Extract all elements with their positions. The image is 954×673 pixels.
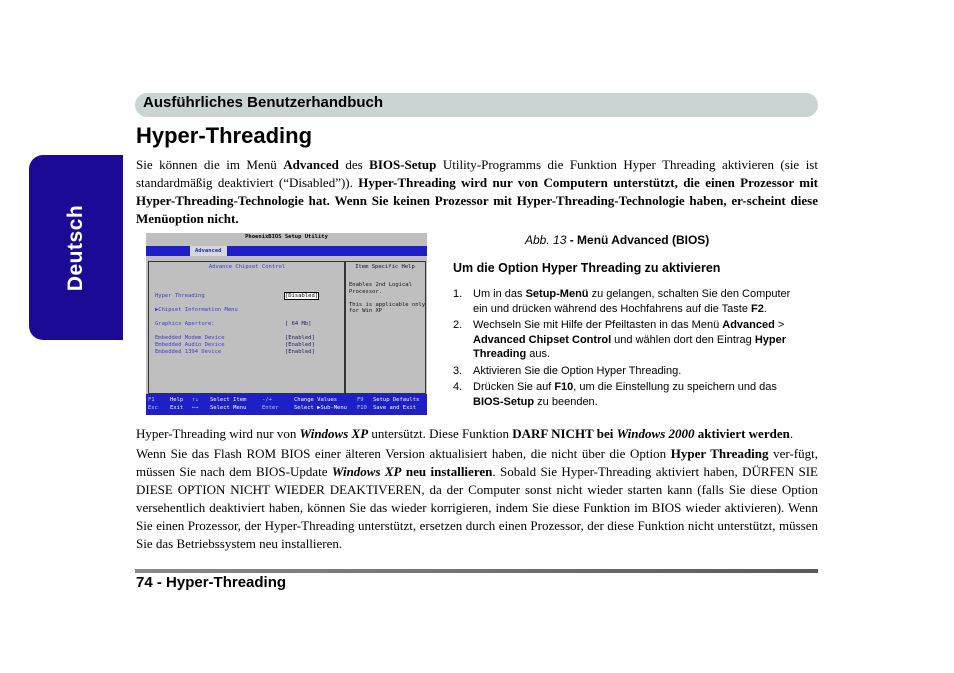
- bios-screenshot: [146, 233, 427, 415]
- warning-text: ver-fügt, müssen Sie nach dem BIOS-Update: [136, 446, 818, 479]
- bios-item-label[interactable]: Hyper Threading: [155, 293, 205, 299]
- step-item: [453, 364, 808, 379]
- step-item: [453, 287, 808, 316]
- bios-item-value[interactable]: [Enabled]: [285, 342, 315, 348]
- note-bold-italic: Windows 2000: [616, 426, 695, 441]
- bios-footer-key: ↑↓: [192, 397, 199, 403]
- intro-bold: Advanced: [283, 157, 339, 172]
- bios-footer-key: F9: [357, 397, 364, 403]
- step-text: zu beenden.: [534, 395, 598, 408]
- intro-text: Sie können die im Menü: [136, 157, 284, 172]
- step-bold: F2: [751, 302, 764, 315]
- step-item: [453, 318, 808, 362]
- page-footer: 74 - Hyper-Threading: [136, 574, 287, 591]
- step-text: Drücken Sie auf: [473, 381, 555, 393]
- bios-help-panel: [344, 261, 426, 394]
- header-title: Ausführliches Benutzerhandbuch: [143, 94, 384, 111]
- bios-item-value[interactable]: [Enabled]: [285, 349, 315, 355]
- bios-footer-action: Help: [170, 397, 184, 403]
- bios-footer-key: Esc: [148, 405, 158, 411]
- language-tab: [29, 155, 123, 340]
- step-text: .: [763, 302, 767, 315]
- bios-help-line: Enables 2nd Logical: [349, 282, 412, 288]
- caption-text: - Menü Advanced (BIOS): [566, 233, 710, 247]
- note-paragraph: [136, 425, 818, 443]
- intro-bold: BIOS-Setup: [369, 157, 437, 172]
- bios-item-label[interactable]: ▶Chipset Information Menu: [155, 307, 238, 313]
- note-bold: aktiviert werden: [694, 426, 790, 441]
- header-bar: [135, 93, 818, 117]
- section-heading: Um die Option Hyper Threading zu aktivieren: [453, 261, 721, 275]
- step-bold: BIOS-Setup: [473, 395, 535, 408]
- intro-paragraph: [136, 156, 818, 228]
- note-bold: DARF NICHT bei: [512, 426, 617, 441]
- intro-text: des: [338, 157, 370, 172]
- bios-footer-key: -/+: [262, 397, 272, 403]
- steps-list: [453, 287, 808, 411]
- bios-item-value[interactable]: [ 64 Mb]: [285, 321, 312, 327]
- bios-tab-advanced: Advanced: [190, 246, 227, 256]
- bios-title: PhoenixBIOS Setup Utility: [245, 234, 328, 240]
- warning-bold-italic: Windows XP: [331, 464, 402, 479]
- bios-help-line: This is applicable only: [349, 301, 426, 308]
- intro-text: Utility-Programms die Funktion Hyper Threading aktivieren (sie ist standardmäßig deaktiviert (“Disabled”)).: [136, 157, 818, 190]
- bios-section-title: Advance Chipset Control: [208, 264, 286, 270]
- bios-main-panel: [148, 261, 346, 394]
- bios-help-header: Item Specific Help: [355, 264, 415, 270]
- step-text: Aktivieren Sie die Option Hyper Threading.: [473, 364, 682, 377]
- step-number: 4.: [453, 381, 463, 393]
- bios-footer-key: Enter: [262, 405, 279, 411]
- bios-footer: [146, 394, 427, 415]
- note-text: Hyper-Threading wird nur von: [136, 426, 300, 441]
- bios-item-value[interactable]: [Enabled]: [285, 335, 315, 341]
- step-text: Wechseln Sie mit Hilfe der Pfeiltasten in das Menü: [473, 319, 723, 331]
- note-text: untersützt. Diese Funktion: [368, 426, 513, 441]
- step-bold: F10: [554, 381, 574, 393]
- step-text: , um die Einstellung zu speichern und das: [573, 381, 777, 393]
- bios-help-line: for Win XP: [349, 308, 383, 314]
- warning-paragraph: [136, 445, 818, 553]
- bios-help-line: Processor.: [349, 288, 383, 295]
- language-tab-label: Deutsch: [64, 204, 87, 291]
- footer-rule: [135, 569, 818, 573]
- bios-footer-action: Change Values: [294, 397, 338, 403]
- step-number: 2.: [453, 319, 463, 331]
- step-text: und wählen dort den Eintrag: [611, 333, 755, 346]
- bios-item-label[interactable]: Embedded Audio Device: [155, 342, 225, 348]
- step-text: Um in das: [473, 288, 526, 300]
- bios-item-label[interactable]: Embedded Modem Device: [155, 335, 225, 341]
- intro-bold: Hyper-Threading wird nur von Computern unterstützt, die einen Prozessor mit Hyper-Threading-Technologie hat. Wenn Sie keinen Prozessor mit Hyper-Threading-Technologie haben, er-scheint diese Menüoption nicht.: [136, 175, 819, 226]
- page-title: Hyper-Threading: [136, 123, 313, 148]
- bios-item-label[interactable]: Graphics Aperture:: [155, 321, 215, 327]
- step-bold: Setup-Menü: [525, 288, 589, 300]
- bios-footer-action: Select Menu: [210, 405, 247, 411]
- step-text: >: [774, 319, 785, 331]
- step-bold: Hyper Threading: [473, 333, 787, 360]
- step-text: aus.: [526, 348, 551, 360]
- bios-footer-key: F1: [148, 397, 155, 403]
- bios-item-value[interactable]: [Disabled]: [285, 293, 319, 299]
- step-bold: Advanced: [722, 319, 775, 331]
- step-text: zu gelangen, schalten Sie den Computer ein und drücken während des Hochfahrens auf die Taste: [473, 288, 791, 315]
- bios-menu-bar: [146, 246, 427, 256]
- warning-bold: neu installieren: [401, 464, 493, 479]
- caption-number: Abb. 13: [525, 233, 567, 247]
- step-number: 3.: [453, 364, 463, 377]
- step-number: 1.: [453, 288, 463, 300]
- bios-footer-action: Setup Defaults: [373, 397, 420, 403]
- step-bold: Advanced Chipset Control: [473, 333, 612, 346]
- warning-text: . Sobald Sie Hyper-Threading aktiviert haben, DÜRFEN SIE DIESE OPTION NICHT WIEDER DEAKTIVEREN, da der Computer sonst nicht wieder starten kann (falls Sie diese Option versehentlich deaktiviert haben, können Sie das wieder korrigieren, indem Sie diese Funktion im BIOS wieder aktivieren). Wenn Sie einen Prozessor, der Hyper-Threading unterstützt, ersetzen durch einen Prozessor, der diese Funktion nicht unterstützt, müssen Sie das Betriebssystem neu installieren.: [136, 464, 818, 551]
- bios-footer-action: Select ▶Sub-Menu: [294, 405, 347, 411]
- warning-bold: Hyper Threading: [670, 446, 769, 461]
- figure-caption: [525, 233, 709, 247]
- warning-text: Wenn Sie das Flash ROM BIOS einer älteren Version aktualisiert haben, die nicht über die Option: [136, 446, 671, 461]
- bios-footer-key: ←→: [192, 405, 199, 411]
- note-text: .: [789, 426, 794, 441]
- step-item: [453, 380, 808, 409]
- bios-footer-key: F10: [357, 405, 367, 411]
- bios-footer-action: Exit: [170, 405, 184, 411]
- bios-footer-action: Save and Exit: [373, 405, 417, 411]
- bios-item-label[interactable]: Embedded 1394 Device: [155, 349, 222, 355]
- bios-footer-action: Select Item: [210, 397, 247, 403]
- note-bold-italic: Windows XP: [299, 426, 369, 441]
